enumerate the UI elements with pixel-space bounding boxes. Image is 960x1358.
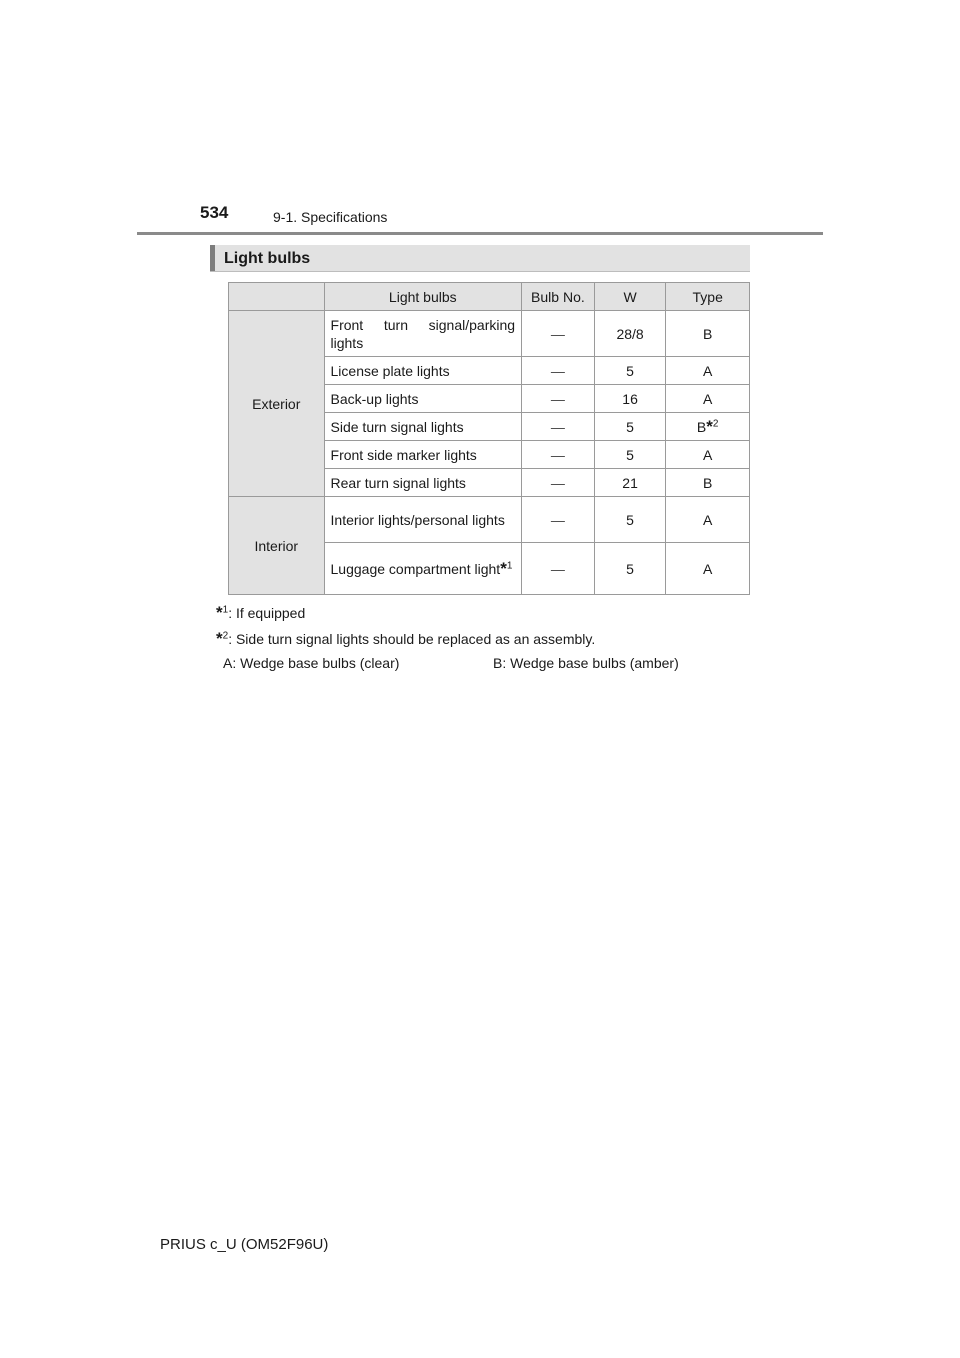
bulb-type: B bbox=[696, 418, 707, 435]
bulb-number: — bbox=[522, 469, 595, 497]
footnote-asterisk-icon: * bbox=[216, 603, 223, 622]
footnote-marker: 2 bbox=[222, 630, 229, 642]
table-row bbox=[229, 497, 750, 543]
bulb-name-cell bbox=[324, 543, 522, 595]
bulb-wattage: 21 bbox=[594, 469, 666, 497]
header-divider bbox=[137, 232, 823, 235]
bulb-wattage: 28/8 bbox=[594, 311, 666, 357]
bulb-wattage: 5 bbox=[594, 441, 666, 469]
bulb-name: Back-up lights bbox=[324, 385, 522, 413]
column-header: Light bulbs bbox=[324, 283, 522, 311]
bulb-type: B bbox=[666, 469, 750, 497]
bulb-number: — bbox=[522, 311, 595, 357]
section-header bbox=[210, 245, 750, 272]
bulb-name: Side turn signal lights bbox=[324, 413, 522, 441]
footnote-asterisk-icon: * bbox=[500, 558, 507, 578]
bulb-type: A bbox=[666, 385, 750, 413]
bulb-wattage: 5 bbox=[594, 497, 666, 543]
chapter-title: 9-1. Specifications bbox=[273, 209, 388, 225]
bulb-type: B bbox=[666, 311, 750, 357]
bulb-type: A bbox=[666, 543, 750, 595]
footnote-text: : Side turn signal lights should be replaced as an assembly. bbox=[228, 631, 596, 647]
column-header: Type bbox=[666, 283, 750, 311]
footnote-text: : If equipped bbox=[228, 605, 306, 621]
section-accent bbox=[210, 245, 215, 271]
footnote-ref: 2 bbox=[712, 417, 719, 429]
column-header bbox=[229, 283, 325, 311]
group-label-interior: Interior bbox=[229, 497, 325, 595]
page-number: 534 bbox=[200, 203, 229, 222]
bulb-wattage: 5 bbox=[594, 413, 666, 441]
footnote bbox=[216, 629, 595, 649]
bulb-name: Luggage compartment light bbox=[330, 560, 501, 577]
footer-model: PRIUS c_U (OM52F96U) bbox=[160, 1236, 329, 1253]
footnote-marker: 1 bbox=[222, 604, 229, 616]
table-header-row bbox=[229, 283, 750, 311]
bulb-name: Front side marker lights bbox=[324, 441, 522, 469]
bulb-number: — bbox=[522, 385, 595, 413]
legend-type-b: B: Wedge base bulbs (amber) bbox=[493, 655, 679, 671]
bulb-wattage: 16 bbox=[594, 385, 666, 413]
bulb-name: License plate lights bbox=[324, 357, 522, 385]
bulb-wattage: 5 bbox=[594, 543, 666, 595]
column-header: Bulb No. bbox=[522, 283, 595, 311]
footnote-ref: 1 bbox=[506, 559, 513, 571]
bulb-number: — bbox=[522, 543, 595, 595]
bulb-number: — bbox=[522, 497, 595, 543]
footnote-asterisk-icon: * bbox=[216, 629, 223, 648]
footnote-asterisk-icon: * bbox=[706, 416, 713, 436]
bulb-type: A bbox=[666, 497, 750, 543]
section-title: Light bulbs bbox=[224, 250, 311, 267]
bulb-wattage: 5 bbox=[594, 357, 666, 385]
footnote bbox=[216, 603, 305, 623]
bulb-number: — bbox=[522, 357, 595, 385]
bulb-type: A bbox=[666, 357, 750, 385]
legend-type-a: A: Wedge base bulbs (clear) bbox=[223, 655, 400, 671]
bulb-number: — bbox=[522, 413, 595, 441]
bulb-name: Interior lights/personal lights bbox=[324, 497, 522, 543]
table-row bbox=[229, 311, 750, 357]
bulb-type-cell bbox=[666, 413, 750, 441]
bulb-number: — bbox=[522, 441, 595, 469]
group-label-exterior: Exterior bbox=[229, 311, 325, 497]
bulb-name: Front turn signal/parking lights bbox=[324, 311, 522, 357]
bulb-type: A bbox=[666, 441, 750, 469]
bulb-name: Rear turn signal lights bbox=[324, 469, 522, 497]
light-bulbs-table bbox=[228, 282, 750, 595]
column-header: W bbox=[594, 283, 666, 311]
